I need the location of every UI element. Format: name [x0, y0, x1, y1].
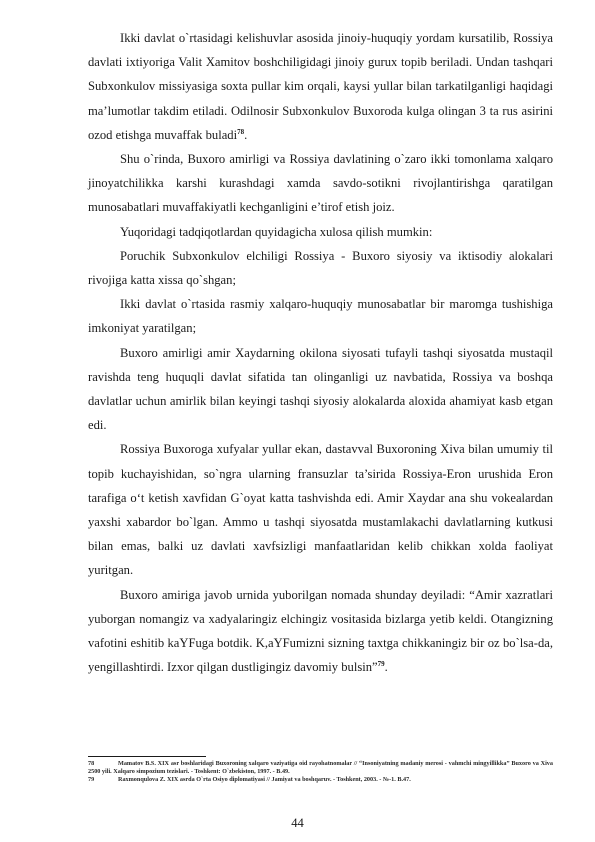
footnote-divider [88, 756, 206, 757]
footnotes [88, 756, 553, 785]
paragraph-1-tail: . [244, 127, 248, 142]
paragraph-4: Poruchik Subxonkulov elchiligi Rossiya - Buxoro siyosiy va iktisodiy alokalari rivojiga katta xissa qo`shgan; [88, 248, 553, 288]
footnote-text: Mamatov B.S. XIX asr boshlaridagi Buxoroning xalqaro vaziyatiga oid rayohatnomalar // “Insoniyatning madaniy merosi - vahmchi mingyillikka” Buxoro va Xiva 2500 yili. Xalqaro simpozium tezislari. - Toshkent: O`zbekiston, 1997. - B.49. [88, 760, 553, 776]
page-number: 44 [291, 816, 304, 830]
footnote-number: 79 [88, 776, 95, 784]
paragraph-2: Shu o`rinda, Buxoro amirligi va Rossiya davlatining o`zaro ikki tomonlama xalqaro jinoyatchilikka karshi kurashdagi xamda savdo-sotikni rivojlantirishga qaratilgan munosabatlari muvaffakiyatli kechganligini e’tirof etish joiz. [88, 152, 553, 215]
paragraph-1 [88, 26, 553, 147]
paragraph-7: Rossiya Buxoroga xufyalar yullar ekan, dastavval Buxoroning Xiva bilan umumiy til topib kuchayishidan, so`ngra ularning fransuzlar ta’sirida Rossiya-Eron urushida Eron tarafiga o‘t ketish xavfidan G`oyat katta tashvishda edi. Amir Xaydar ana shu vokealardan yaxshi xabardor bo`lgan. Ammo u tashqi siyosatda mustamlakachi davlatlarning kutkusi bilan emas, balki uz davlati xavfsizligi manfaatlaridan kelib chikkan xolda faoliyat yuritgan. [88, 442, 553, 578]
footnote-text: Raxmonqulova Z. XIX asrda O`rta Osiyo diplomatiyasi // Jamiyat va boshqaruv. - Toshkent, 2003. - №-1. B.47. [118, 776, 411, 784]
footnote-ref-78[interactable]: 78 [237, 127, 245, 136]
paragraph-3: Yuqoridagi tadqiqotlardan quyidagicha xulosa qilish mumkin: [120, 224, 433, 239]
footnote-ref-79[interactable]: 79 [377, 660, 385, 669]
body-text [88, 26, 553, 679]
footnote-79 [88, 776, 553, 784]
paragraph-8 [88, 583, 553, 680]
paragraph-5: Ikki davlat o`rtasida rasmiy xalqaro-huquqiy munosabatlar bir maromga tushishiga imkoniyat yaratilgan; [88, 297, 553, 336]
paragraph-1-text: Ikki davlat o`rtasidagi kelishuvlar asosida jinoiy-huquqiy yordam kursatilib, Rossiya davlati ixtiyoriga Valit Xamitov boshchiligidagi jinoiy gurux topib beriladi. Undan tashqari Subxonkulov missiyasiga soxta pullar kim orqali, kaysi yullar bilan tarkatilganligi haqidagi ma’lumotlar takdim etiladi. Odilnosir Subxonkulov Buxoroda kulga olingan 3 ta rus asirini ozod etishga muvaffak buladi [88, 31, 553, 142]
paragraph-8-text: Buxoro amiriga javob urnida yuborilgan nomada shunday deyiladi: “Amir xazratlari yuborgan nomangiz va xadyalaringiz elchingiz vositasida bizlarga yetib keldi. Otangizning vafotini eshitib kaYFuga botdik. K,aYFumizni sizning taxtga chikkaningiz bir oz bo`lsa-da, yengillashtirdi. Izxor qilgan dustligingiz davomiy bulsin” [88, 587, 553, 675]
footnote-78 [88, 760, 553, 776]
footnote-number: 78 [88, 760, 95, 767]
paragraph-6: Buxoro amirligi amir Xaydarning okilona siyosati tufayli tashqi siyosatda mustaqil ravishda teng huquqli davlat sifatida tan olinganligi uz navbatida, Rossiya va boshqa davlatlar uchun amirlik bilan keyingi tashqi siyosiy alokalarda aloxida ahamiyat kasb etgan edi. [88, 345, 553, 433]
paragraph-8-tail: . [384, 660, 388, 675]
